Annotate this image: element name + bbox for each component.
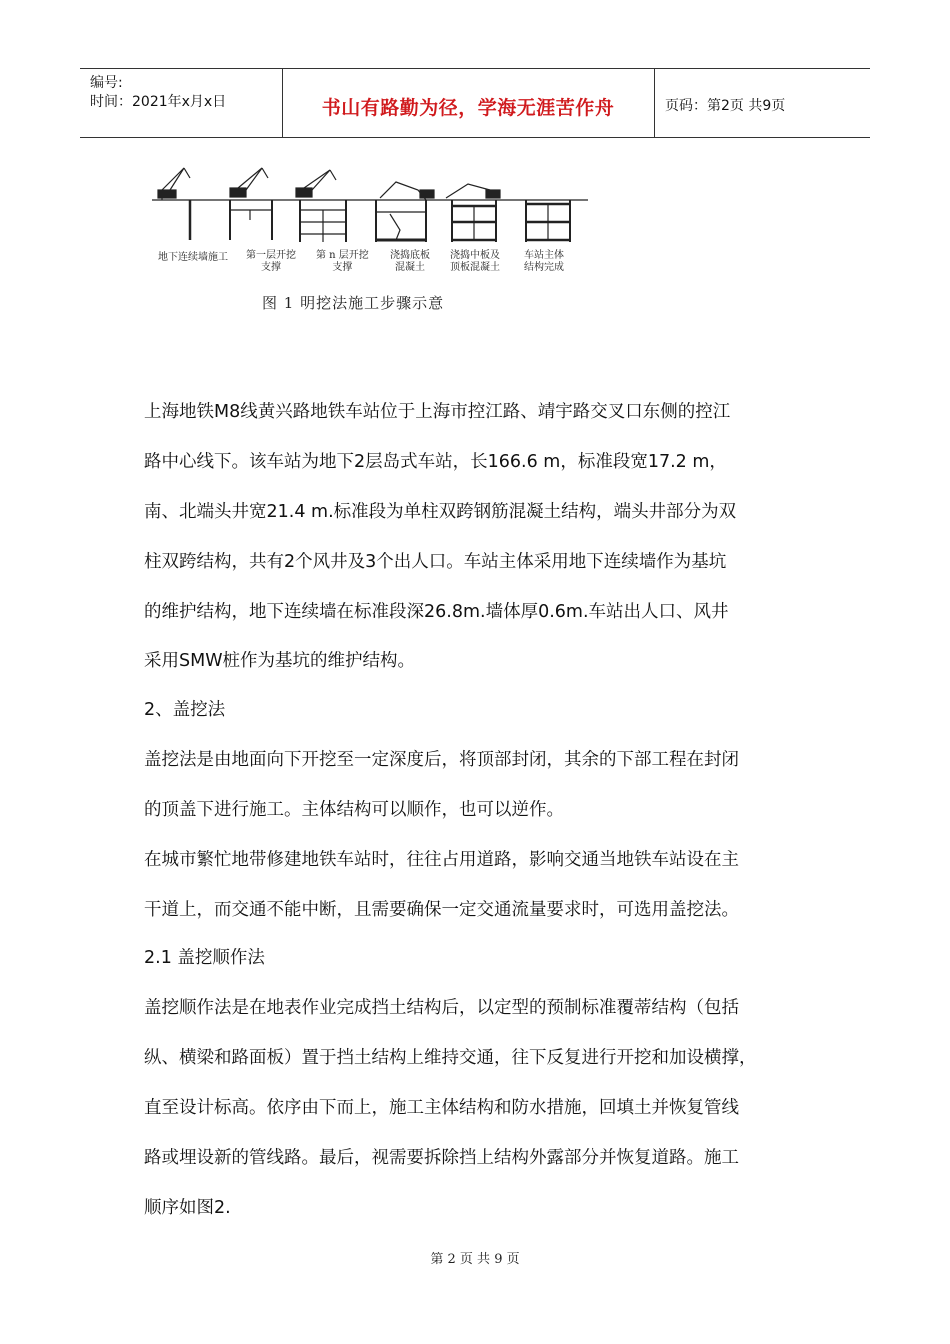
paragraph-line: 顺序如图2. [144, 1198, 231, 1218]
document-code: 编号: [90, 75, 123, 91]
figure-step-label: 车站主体 结构完成 [524, 250, 564, 273]
paragraph-line: 纵、横梁和路面板）置于挡土结构上维持交通，往下反复进行开挖和加设横撑， [144, 1048, 757, 1068]
section-heading: 2.1 盖挖顺作法 [144, 948, 265, 968]
step3-drawing [296, 170, 346, 242]
figure-caption: 图 1 明挖法施工步骤示意 [262, 294, 445, 312]
header-page-number: 页码：第2页 共9页 [665, 98, 786, 114]
document-header [80, 68, 870, 138]
paragraph-line: 南、北端头井宽21.4 m.标准段为单柱双跨钢筋混凝土结构，端头井部分为双 [144, 502, 737, 522]
paragraph-line: 直至设计标高。依序由下而上，施工主体结构和防水措施，回填土并恢复管线 [144, 1098, 739, 1118]
step6-drawing [526, 200, 570, 242]
paragraph-line: 柱双跨结构，共有2个风井及3个出人口。车站主体采用地下连续墙作为基坑 [144, 552, 727, 572]
paragraph-line: 路或埋设新的管线路。最后，视需要拆除挡上结构外露部分并恢复道路。施工 [144, 1148, 739, 1168]
step5-drawing [446, 184, 500, 242]
header-motto: 书山有路勤为径，学海无涯苦作舟 [321, 97, 615, 119]
paragraph-line: 在城市繁忙地带修建地铁车站时，往往占用道路，影响交通当地铁车站设在主 [144, 850, 739, 870]
step4-drawing [376, 182, 434, 242]
step1-drawing [158, 168, 190, 240]
section-heading: 2、盖挖法 [144, 700, 226, 720]
figure-step-label: 第一层开挖 支撑 [246, 250, 296, 273]
paragraph-line: 盖挖顺作法是在地表作业完成挡土结构后，以定型的预制标准覆蒂结构（包括 [144, 998, 739, 1018]
header-motto-cell [282, 69, 655, 137]
page-footer: 第 2 页 共 9 页 [430, 1252, 520, 1267]
paragraph-line: 上海地铁M8线黄兴路地铁车站位于上海市控江路、靖宇路交叉口东侧的控江 [144, 402, 731, 422]
step2-drawing [230, 168, 272, 240]
paragraph-line: 采用SMW桩作为基坑的维护结构。 [144, 651, 416, 671]
header-page-cell [655, 69, 870, 137]
paragraph-line: 的顶盖下进行施工。主体结构可以顺作，也可以逆作。 [144, 800, 564, 820]
figure-step-label: 第 n 层开挖 支撑 [316, 250, 369, 273]
paragraph-line: 干道上，而交通不能中断，且需要确保一定交通流量要求时，可选用盖挖法。 [144, 900, 739, 920]
paragraph-line: 的维护结构，地下连续墙在标准段深26.8m.墙体厚0.6m.车站出人口、风井 [144, 602, 729, 622]
paragraph-line: 路中心线下。该车站为地下2层岛式车站，长166.6 m，标准段宽17.2 m， [144, 452, 727, 472]
figure-step-label: 浇捣中板及 顶板混凝土 [450, 250, 500, 273]
document-time: 时间：2021年x月x日 [90, 94, 227, 110]
figure-step-label: 地下连续墙施工 [158, 252, 228, 263]
header-meta-cell [80, 69, 283, 137]
figure-step-label: 浇捣底板 混凝土 [390, 250, 430, 273]
paragraph-line: 盖挖法是由地面向下开挖至一定深度后，将顶部封闭，其余的下部工程在封闭 [144, 750, 739, 770]
